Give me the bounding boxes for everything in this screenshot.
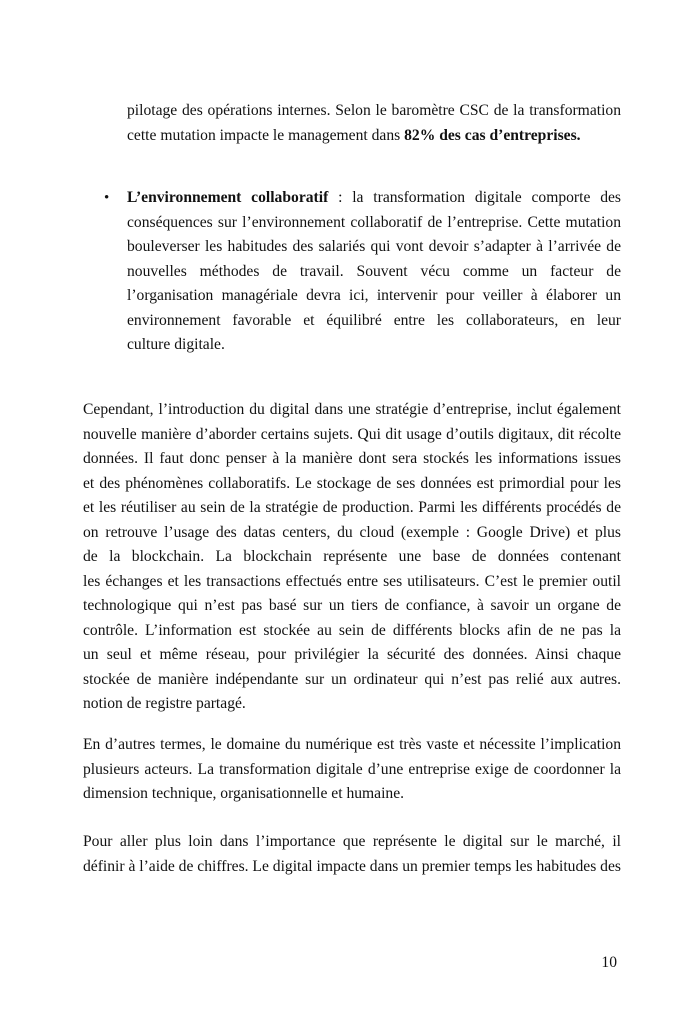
- text-line: [83, 733, 621, 758]
- text-segment: : la transformation digitale comporte des: [328, 189, 621, 206]
- text-segment: un seul et même réseau, pour privilégier la sécurité des données. Ainsi chaque: [83, 646, 621, 663]
- text-segment: pilotage des opérations internes. Selon le baromètre CSC de la transformation: [127, 102, 621, 119]
- text-line: [83, 643, 621, 668]
- text-segment: stockée de manière indépendante sur un ordinateur qui n’est pas relié aux autres.: [83, 670, 621, 688]
- text-line: [127, 211, 621, 236]
- text-segment: Cependant, l’introduction du digital dans une stratégie d’entreprise, inclut également: [83, 401, 621, 418]
- text-line: [127, 186, 621, 211]
- text-line: [127, 284, 621, 309]
- text-line: [127, 333, 621, 358]
- text-line: [83, 830, 621, 855]
- text-line: [83, 423, 621, 448]
- text-line: [83, 668, 621, 693]
- paragraph-blockchain: [83, 398, 621, 717]
- text-line: [83, 521, 621, 546]
- text-segment: environnement favorable et équilibré entre les collaborateurs, en leur: [127, 311, 621, 329]
- text-line: [83, 758, 621, 783]
- text-line: [83, 619, 621, 644]
- text-segment: dimension technique, organisationnelle et humaine.: [83, 785, 405, 802]
- text-line: [127, 235, 621, 260]
- bullet-environnement-collaboratif: [127, 186, 621, 358]
- text-segment: contrôle. L’information est stockée au sein de différents blocks afin de ne pas la: [83, 621, 621, 639]
- text-line: [83, 472, 621, 497]
- text-line: [127, 309, 621, 334]
- text-line: [83, 447, 621, 472]
- paragraph-chiffres: [83, 830, 621, 879]
- text-segment: bouleverser les habitudes des salariés qui vont devoir s’adapter à l’arrivée de: [127, 238, 621, 255]
- text-segment: définir à l’aide de chiffres. Le digital impacte dans un premier temps les habitudes des: [83, 857, 621, 875]
- paragraph-numerique: [83, 733, 621, 807]
- bold-text: 82% des cas d’entreprises.: [404, 126, 581, 144]
- page-number: 10: [601, 954, 617, 971]
- text-segment: notion de registre partagé.: [83, 695, 246, 712]
- text-segment: En d’autres termes, le domaine du numérique est très vaste et nécessite l’implication: [83, 736, 621, 753]
- text-line: [83, 570, 621, 595]
- paragraph-pilotage: [127, 99, 621, 148]
- text-segment: de la blockchain. La blockchain représente une base de données contenant: [83, 548, 621, 565]
- text-segment: l’organisation managériale devra ici, intervenir pour veiller à élaborer un: [127, 287, 621, 304]
- text-line: [127, 124, 621, 149]
- text-segment: culture digitale.: [127, 336, 225, 353]
- text-segment: et les réutiliser au sein de la stratégie de production. Parmi les différents procédés de: [83, 499, 621, 516]
- text-line: [83, 496, 621, 521]
- bullet-icon: •: [104, 190, 110, 206]
- text-segment: et des phénomènes collaboratifs. Le stockage de ses données est primordial pour les: [83, 474, 621, 492]
- text-segment: cette mutation impacte le management dans: [127, 126, 405, 144]
- text-line: [83, 398, 621, 423]
- text-segment: conséquences sur l’environnement collaboratif de l’entreprise. Cette mutation: [127, 213, 621, 231]
- text-line: [83, 594, 621, 619]
- text-segment: nouvelle manière d’aborder certains sujets. Qui dit usage d’outils digitaux, dit récolte: [83, 425, 621, 443]
- text-line: [83, 545, 621, 570]
- text-segment: données. Il faut donc penser à la manière dont sera stockés les informations issues: [83, 450, 621, 467]
- text-line: [127, 260, 621, 285]
- text-segment: Pour aller plus loin dans l’importance que représente le digital sur le marché, il: [83, 833, 621, 850]
- bold-text: L’environnement collaboratif: [127, 189, 329, 206]
- text-segment: plusieurs acteurs. La transformation digitale d’une entreprise exige de coordonner la: [83, 760, 621, 778]
- text-segment: les échanges et les transactions effectués entre ses utilisateurs. C’est le premier outil: [83, 572, 621, 590]
- text-segment: technologique qui n’est pas basé sur un tiers de confiance, à savoir un organe de: [83, 597, 621, 614]
- text-line: [83, 855, 621, 880]
- text-line: [83, 782, 621, 807]
- text-segment: nouvelles méthodes de travail. Souvent vécu comme un facteur de: [127, 262, 621, 280]
- text-line: [127, 99, 621, 124]
- text-line: [83, 692, 621, 717]
- text-segment: on retrouve l’usage des datas centers, du cloud (exemple : Google Drive) et plus: [83, 523, 621, 541]
